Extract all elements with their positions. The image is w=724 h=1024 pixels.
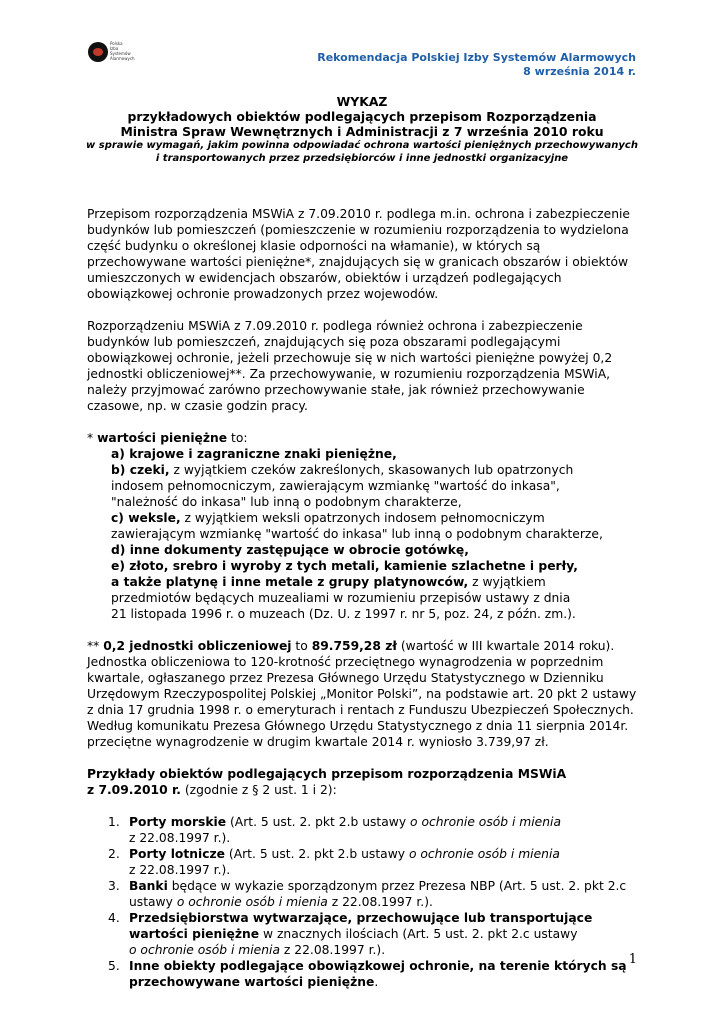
text: (Art. 5 ust. 2. pkt 2.b ustawy [226, 815, 411, 829]
list-item [87, 958, 647, 990]
text: "należność do inkasa" lub inną o podobnym charakterze, [111, 495, 462, 509]
item-title: Banki [129, 879, 168, 893]
heading-text: z 7.09.2010 r. [87, 783, 181, 797]
text-line: Według komunikatu Prezesa Głównego Urzędu Statystycznego z dnia 11 sierpnia 2014r. [87, 719, 629, 733]
definition-item-e: e) złoto, srebro i wyroby z tych metali, kamienie szlachetne i perły, [111, 559, 578, 573]
definition-item-b: b) czeki, [111, 463, 170, 477]
text-line: Przepisom rozporządzenia MSWiA z 7.09.2010 r. podlega m.in. ochrona i zabezpieczenie [87, 207, 630, 221]
text-line: jednostki obliczeniowej**. Za przechowywanie, w rozumieniu rozporządzenia MSWiA, [87, 367, 611, 381]
examples-list [87, 814, 647, 990]
text: (wartość w III kwartale 2014 roku). [396, 639, 615, 653]
footnote-mark: ** [87, 639, 104, 653]
list-number: 3. [108, 879, 120, 893]
text: indosem pełnomocniczym, zawierającym wzmiankę "wartość do inkasa", [111, 479, 560, 493]
text-line: przeciętne wynagrodzenie w drugim kwartale 2014 r. wyniosło 3.739,97 zł. [87, 735, 549, 749]
logo-text [110, 41, 135, 61]
definition-item-a: a) krajowe i zagraniczne znaki pieniężne, [111, 447, 397, 461]
text: z 22.08.1997 r.). [129, 863, 231, 877]
text: o ochronie osób i mienia [129, 943, 280, 957]
text: w znacznych ilościach (Art. 5 ust. 2. pkt 2.c ustawy [259, 927, 578, 941]
text: z wyjątkiem weksli opatrzonych indosem pełnomocniczym [180, 511, 545, 525]
paragraph-1 [87, 206, 647, 302]
text: a także platynę i inne metale z grupy platynowców, [111, 575, 469, 589]
text-line: budynków lub pomieszczeń, znajdujących się poza obszarami podlegającymi [87, 335, 561, 349]
list-item [87, 878, 647, 910]
definition-block [87, 430, 647, 622]
footnote-mark: * [87, 431, 98, 445]
subtitle-line: w sprawie wymagań, jakim powinna odpowiadać ochrona wartości pieniężnych przechowywanych [86, 140, 638, 151]
text: zawierającym wzmiankę "wartość do inkasa" lub inną o podobnym charakterze, [111, 527, 603, 541]
text: to: [227, 431, 248, 445]
text: przedmiotów będących muzealiami w rozumieniu przepisów ustawy z dnia [111, 591, 571, 605]
text: z 22.08.1997 r.). [129, 831, 231, 845]
text: z 22.08.1997 r.). [327, 895, 433, 909]
list-item [87, 814, 647, 846]
text: (Art. 5 ust. 2. pkt 2.b ustawy [225, 847, 409, 861]
text-line: z dnia 17 grudnia 1998 r. o emeryturach i rentach z Funduszu Ubezpieczeń Społecznych. [87, 703, 634, 717]
document-header [317, 51, 636, 79]
text-line: należy przyjmować zarówno przechowywanie stałe, jak również przechowywanie [87, 383, 585, 397]
text-line: czasowe, np. w czasie godzin pracy. [87, 399, 308, 413]
subtitle-line: i transportowanych przez przedsiębiorców i inne jednostki organizacyjne [155, 153, 569, 164]
text-line: obowiązkowej ochronie prowadzonych przez wojewodów. [87, 287, 439, 301]
text: będące w wykazie sporządzonym przez Prezesa NBP (Art. 5 ust. 2. pkt 2.c [167, 879, 627, 893]
text-line: budynków lub pomieszczeń (pomieszczenie w rozumieniu rozporządzenia to wydzielona [87, 223, 629, 237]
text: o ochronie osób i mienia [176, 895, 328, 909]
paragraph-2 [87, 318, 647, 414]
logo-line: Polska [110, 41, 123, 46]
text: . [374, 975, 379, 989]
logo-line: Systemów [110, 51, 131, 56]
item-title: przechowywane wartości pieniężne [129, 975, 375, 989]
text-line: Rozporządzeniu MSWiA z 7.09.2010 r. podlega również ochrona i zabezpieczenie [87, 319, 583, 333]
text: z 22.08.1997 r.). [279, 943, 386, 957]
unit-definition [87, 638, 647, 750]
definition-item-c: c) weksle, [111, 511, 181, 525]
examples-heading [87, 766, 647, 798]
text: z wyjątkiem [468, 575, 546, 589]
page-number: 1 [628, 952, 637, 967]
definition-item-d: d) inne dokumenty zastępujące w obrocie gotówkę, [111, 543, 469, 557]
list-number: 5. [108, 959, 120, 973]
text: (zgodnie z § 2 ust. 1 i 2): [180, 783, 337, 797]
text: 21 listopada 1996 r. o muzeach (Dz. U. z 1997 r. nr 5, poz. 24, z późn. zm.). [111, 607, 576, 621]
item-title: Inne obiekty podlegające obowiązkowej ochronie, na terenie których są [129, 959, 627, 973]
item-title: Porty lotnicze [129, 847, 225, 861]
title-line: WYKAZ [336, 94, 388, 109]
text-line: Jednostka obliczeniowa to 120-krotność przeciętnego wynagrodzenia w poprzednim [87, 655, 604, 669]
text: to [291, 639, 312, 653]
definition-term: wartości pieniężne [97, 431, 228, 445]
text-line: kwartale, ogłaszanego przez Prezesa Głównego Urzędu Statystycznego w Dzienniku [87, 671, 604, 685]
logo-line: Izba [110, 46, 119, 51]
list-number: 2. [108, 847, 120, 861]
unit-term: 0,2 jednostki obliczeniowej [103, 639, 292, 653]
list-number: 4. [108, 911, 120, 925]
list-item [87, 910, 647, 958]
list-item [87, 846, 647, 878]
item-title: wartości pieniężne [129, 927, 260, 941]
text: ustawy [129, 895, 177, 909]
text: z wyjątkiem czeków zakreślonych, skasowanych lub opatrzonych [169, 463, 574, 477]
pisa-logo [88, 40, 135, 68]
heading-text: Przykłady obiektów podlegających przepisom rozporządzenia MSWiA [87, 767, 567, 781]
title-line: przykładowych obiektów podlegających przepisom Rozporządzenia [127, 109, 597, 124]
text-line: umieszczonych w ewidencjach obszarów, obiektów i urządzeń podlegających [87, 271, 562, 285]
text: o ochronie osób i mienia [408, 847, 560, 861]
text-line: część budynku o określonej klasie odporności na włamanie), w których są [87, 239, 541, 253]
text-line: przechowywane wartości pieniężne*, znajdujących się w granicach obszarów i obiektów [87, 255, 629, 269]
item-title: Przedsiębiorstwa wytwarzające, przechowujące lub transportujące [129, 911, 593, 925]
header-date: 8 września 2014 r. [523, 65, 636, 78]
list-number: 1. [108, 815, 120, 829]
document-body [87, 206, 647, 990]
document-title [60, 94, 664, 165]
eye-icon [88, 42, 108, 62]
header-line-1: Rekomendacja Polskiej Izby Systemów Alarmowych [317, 51, 636, 64]
text-line: Urzędowym Rzeczypospolitej Polskiej „Monitor Polski”, na podstawie art. 20 pkt 2 ustawy [87, 687, 637, 701]
title-line: Ministra Spraw Wewnętrznych i Administracji z 7 września 2010 roku [120, 124, 604, 139]
logo-line: Alarmowych [110, 56, 135, 61]
item-title: Porty morskie [129, 815, 227, 829]
unit-amount: 89.759,28 zł [311, 639, 397, 653]
text-line: obowiązkowej ochronie, jeżeli przechowuje się w nich wartości pieniężne powyżej 0,2 [87, 351, 613, 365]
text: o ochronie osób i mienia [410, 815, 561, 829]
